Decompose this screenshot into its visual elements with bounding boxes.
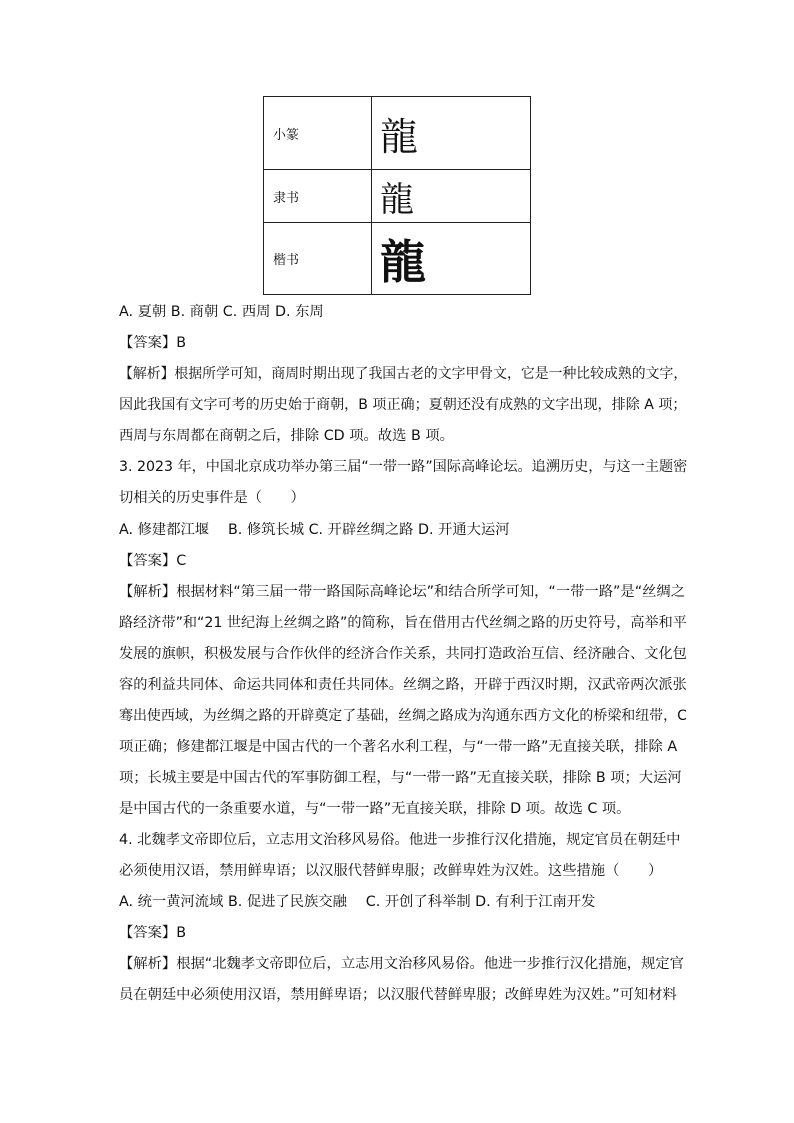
q3-analysis-line: 【解析】根据材料“第三届一带一路国际高峰论坛”和结合所学可知，“一带一路”是“丝绸之	[119, 584, 686, 600]
q4-stem-line: 必须使用汉语，禁用鲜卑语；以汉服代替鲜卑服；改鲜卑姓为汉姓。这些措施（ ）	[119, 863, 663, 879]
script-name-cell: 隶书	[264, 170, 372, 223]
q3-stem-line: 切相关的历史事件是（ ）	[119, 490, 305, 506]
q4-analysis-line: 员在朝廷中必须使用汉语，禁用鲜卑语；以汉服代替鲜卑服；改鲜卑姓为汉姓。”可知材料	[119, 987, 677, 1003]
script-glyph-cell	[372, 170, 531, 223]
q3-options: A. 修建都江堰 B. 修筑长城 C. 开辟丝绸之路 D. 开通大运河	[119, 522, 510, 538]
q2-analysis-line: 因此我国有文字可考的历史始于商朝，B 项正确；夏朝还没有成熟的文字出现，排除 A 项；	[119, 397, 687, 413]
answer-value: B	[176, 925, 186, 941]
q2-analysis-line: 【解析】根据所学可知，商周时期出现了我国古老的文字甲骨文，它是一种比较成熟的文字，	[119, 366, 688, 382]
q2-options: A. 夏朝 B. 商朝 C. 西周 D. 东周	[119, 304, 324, 320]
q3-analysis-line: 项；长城主要是中国古代的军事防御工程，与“一带一路”无直接关联，排除 B 项；大运河	[119, 770, 682, 786]
q4-analysis-line: 【解析】根据“北魏孝文帝即位后，立志用文治移风易俗。他进一步推行汉化措施，规定官	[119, 956, 684, 972]
answer-label: 【答案】	[119, 335, 177, 351]
analysis-label: 【解析】	[119, 956, 177, 972]
q4-answer	[119, 923, 687, 943]
analysis-label: 【解析】	[119, 584, 177, 600]
answer-value: B	[176, 335, 186, 351]
script-evolution-table	[263, 96, 531, 295]
q3-analysis-line: 骞出使西域，为丝绸之路的开辟奠定了基础，丝绸之路成为沟通东西方文化的桥梁和纽带，C	[119, 708, 687, 724]
answer-label: 【答案】	[119, 925, 177, 941]
table-row	[264, 97, 531, 170]
script-name-cell: 楷书	[264, 223, 372, 295]
q3-analysis-line: 路经济带”和“21 世纪海上丝绸之路”的简称，旨在借用古代丝绸之路的历史符号，高举和平	[119, 615, 687, 631]
regular-script-glyph: 龍	[380, 234, 426, 289]
q3-analysis-line: 是中国古代的一条重要水道，与“一带一路”无直接关联，排除 D 项。故选 C 项。	[119, 801, 631, 817]
table-row	[264, 170, 531, 223]
script-glyph-cell	[372, 223, 531, 295]
q3-analysis-line: 容的利益共同体、命运共同体和责任共同体。丝绸之路，开辟于西汉时期，汉武帝两次派张	[119, 677, 687, 693]
answer-value: C	[176, 553, 187, 569]
script-name-cell: 小篆	[264, 97, 372, 170]
q4-stem-line: 4. 北魏孝文帝即位后，立志用文治移风易俗。他进一步推行汉化措施，规定官员在朝廷中	[119, 832, 681, 848]
table-row	[264, 223, 531, 295]
answer-label: 【答案】	[119, 553, 177, 569]
q2-analysis-line: 西周与东周都在商朝之后，排除 CD 项。故选 B 项。	[119, 428, 454, 444]
small-seal-glyph: 龍	[380, 114, 418, 159]
clerical-script-glyph: 龍	[380, 179, 414, 220]
q4-options: A. 统一黄河流域 B. 促进了民族交融 C. 开创了科举制 D. 有利于江南开发	[119, 894, 596, 910]
q3-analysis-line: 发展的旗帜，积极发展与合作伙伴的经济合作关系，共同打造政治互信、经济融合、文化包	[119, 646, 687, 662]
analysis-label: 【解析】	[119, 366, 175, 382]
script-glyph-cell	[372, 97, 531, 170]
q3-stem-line: 3. 2023 年，中国北京成功举办第三届“一带一路”国际高峰论坛。追溯历史，与这一主题密	[119, 459, 688, 475]
q2-answer	[119, 333, 687, 353]
q3-analysis-line: 项正确；修建都江堰是中国古代的一个著名水利工程，与“一带一路”无直接关联，排除 A	[119, 739, 678, 755]
q3-answer	[119, 551, 687, 571]
